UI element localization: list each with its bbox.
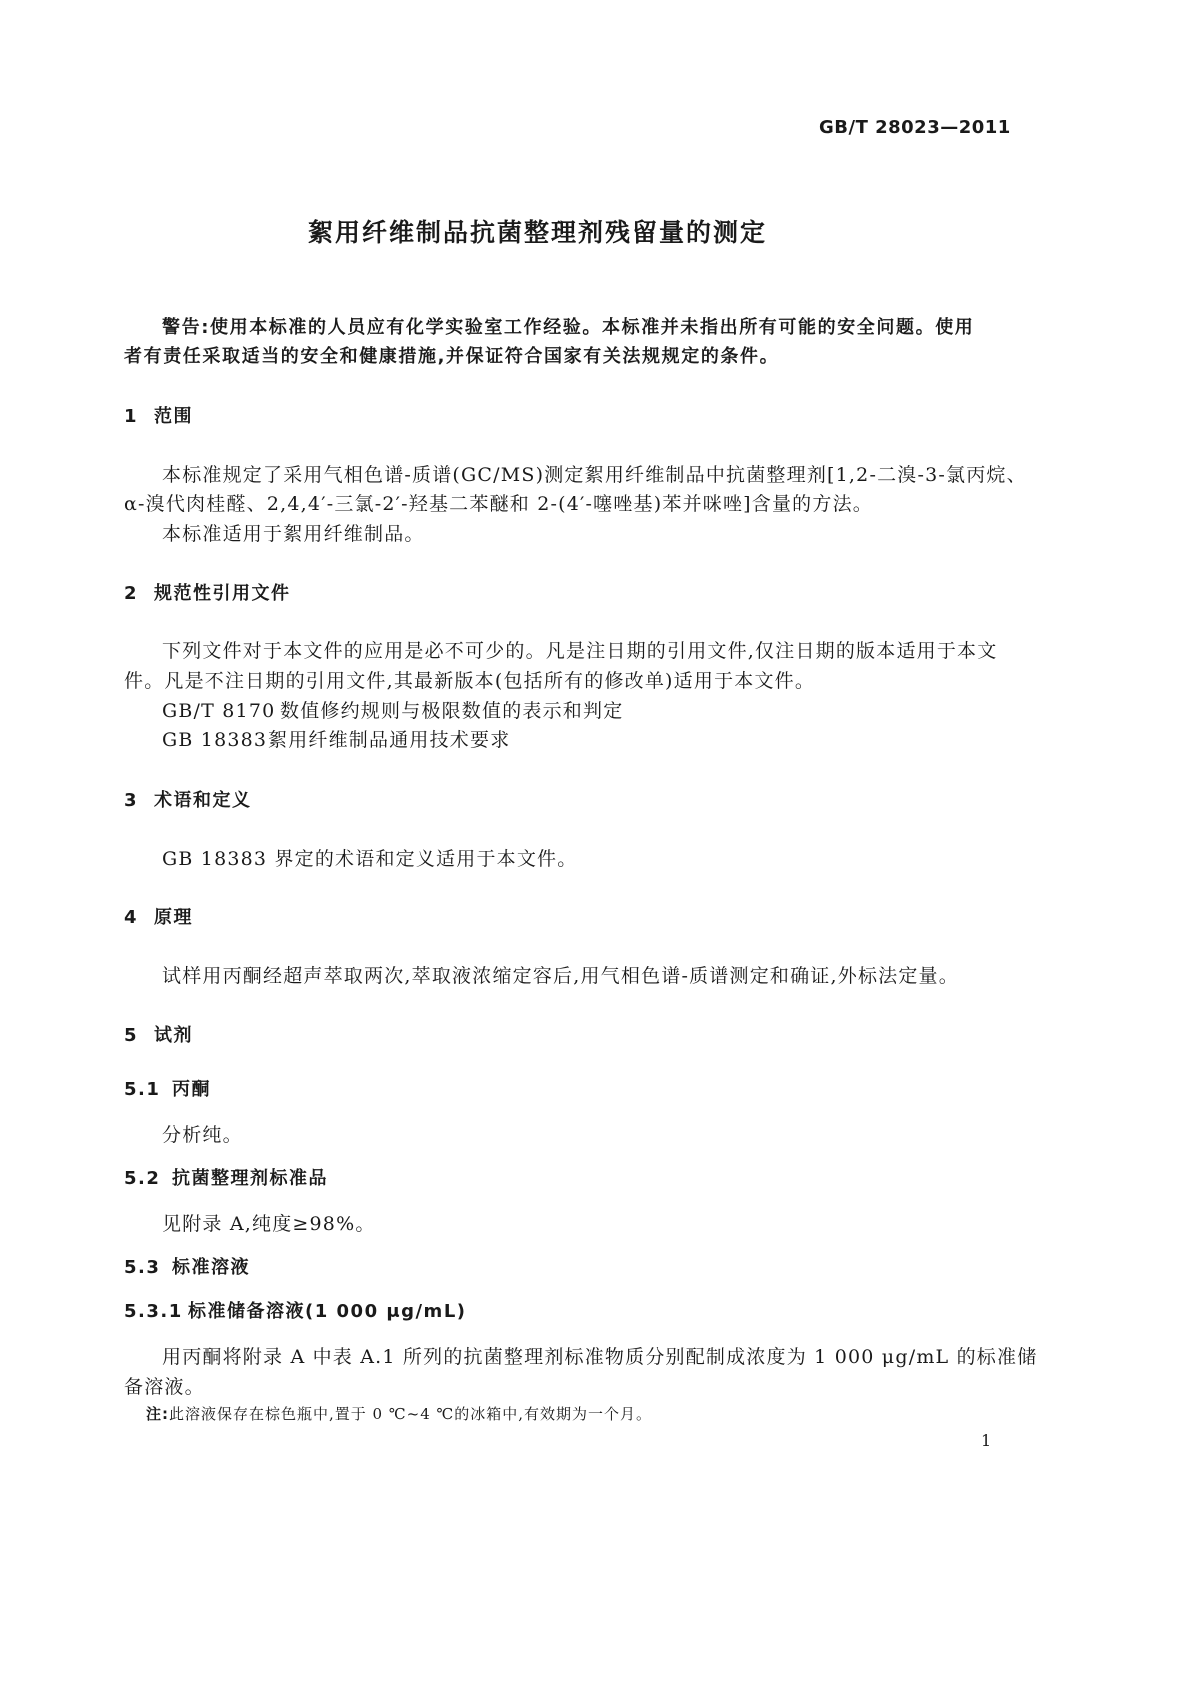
reference-item — [162, 725, 510, 752]
paragraph-line: 下列文件对于本文件的应用是必不可少的。凡是注日期的引用文件,仅注日期的版本适用于本文 — [162, 640, 998, 662]
reference-item — [162, 696, 623, 723]
section-title: 标准储备溶液(1 000 μg/mL) — [188, 1301, 467, 1322]
section-title: 范围 — [154, 406, 193, 427]
section-3-heading — [124, 786, 252, 812]
section-title: 丙酮 — [172, 1079, 211, 1100]
section-number: 5.3 — [124, 1257, 161, 1278]
section-number: 5 — [124, 1025, 139, 1046]
section-5-heading — [124, 1021, 193, 1047]
section-number: 5.2 — [124, 1168, 161, 1189]
reference-name: 数值修约规则与极限数值的表示和判定 — [280, 700, 624, 722]
reference-code: GB/T 8170 — [162, 700, 276, 722]
reference-name: 絮用纤维制品通用技术要求 — [268, 729, 511, 751]
page-title: 絮用纤维制品抗菌整理剂残留量的测定 — [308, 218, 768, 247]
section-title: 试剂 — [154, 1025, 193, 1046]
paragraph-line: 本标准适用于絮用纤维制品。 — [162, 523, 425, 545]
subsection-5-3-heading — [124, 1253, 250, 1279]
section-title: 规范性引用文件 — [154, 583, 291, 604]
section-number: 4 — [124, 907, 139, 928]
section-4-heading — [124, 903, 193, 929]
section-title: 标准溶液 — [172, 1257, 250, 1278]
paragraph-line: 见附录 A,纯度≥98%。 — [162, 1213, 376, 1235]
paragraph-line: GB 18383 界定的术语和定义适用于本文件。 — [162, 848, 578, 870]
note-label: 注: — [146, 1405, 169, 1423]
paragraph-line: 本标准规定了采用气相色谱-质谱(GC/MS)测定絮用纤维制品中抗菌整理剂[1,2-二溴-3-氯丙烷、 — [162, 464, 1027, 486]
section-2-heading — [124, 579, 291, 605]
section-number: 2 — [124, 583, 139, 604]
section-number: 5.3.1 — [124, 1301, 183, 1322]
subsection-5-1-heading — [124, 1075, 211, 1101]
section-number: 5.1 — [124, 1079, 161, 1100]
paragraph-line: 件。凡是不注日期的引用文件,其最新版本(包括所有的修改单)适用于本文件。 — [124, 670, 816, 692]
paragraph-line: α-溴代肉桂醛、2,4,4′-三氯-2′-羟基二苯醚和 2-(4′-噻唑基)苯并咪唑]含量的方法。 — [124, 493, 873, 515]
section-title: 抗菌整理剂标准品 — [172, 1168, 328, 1189]
doc-code: GB/T 28023—2011 — [819, 117, 1011, 138]
paragraph-line: 用丙酮将附录 A 中表 A.1 所列的抗菌整理剂标准物质分别配制成浓度为 1 000 μg/mL 的标准储 — [162, 1346, 1038, 1368]
paragraph-line: 试样用丙酮经超声萃取两次,萃取液浓缩定容后,用气相色谱-质谱测定和确证,外标法定量。 — [162, 965, 959, 987]
warning-line-2: 者有责任采取适当的安全和健康措施,并保证符合国家有关法规规定的条件。 — [124, 346, 780, 367]
reference-code: GB 18383 — [162, 729, 268, 751]
note-text: 此溶液保存在棕色瓶中,置于 0 ℃~4 ℃的冰箱中,有效期为一个月。 — [169, 1405, 653, 1423]
section-title: 原理 — [154, 907, 193, 928]
section-title: 术语和定义 — [154, 790, 252, 811]
paragraph-line: 备溶液。 — [124, 1376, 205, 1398]
subsection-5-2-heading — [124, 1164, 328, 1190]
paragraph-line: 分析纯。 — [162, 1124, 243, 1146]
section-number: 3 — [124, 790, 139, 811]
section-1-heading — [124, 402, 193, 428]
note — [146, 1403, 652, 1424]
subsection-5-3-1-heading — [124, 1297, 467, 1323]
page-number: 1 — [981, 1431, 992, 1450]
warning-line-1: 警告:使用本标准的人员应有化学实验室工作经验。本标准并未指出所有可能的安全问题。使用 — [162, 317, 975, 338]
section-number: 1 — [124, 406, 139, 427]
